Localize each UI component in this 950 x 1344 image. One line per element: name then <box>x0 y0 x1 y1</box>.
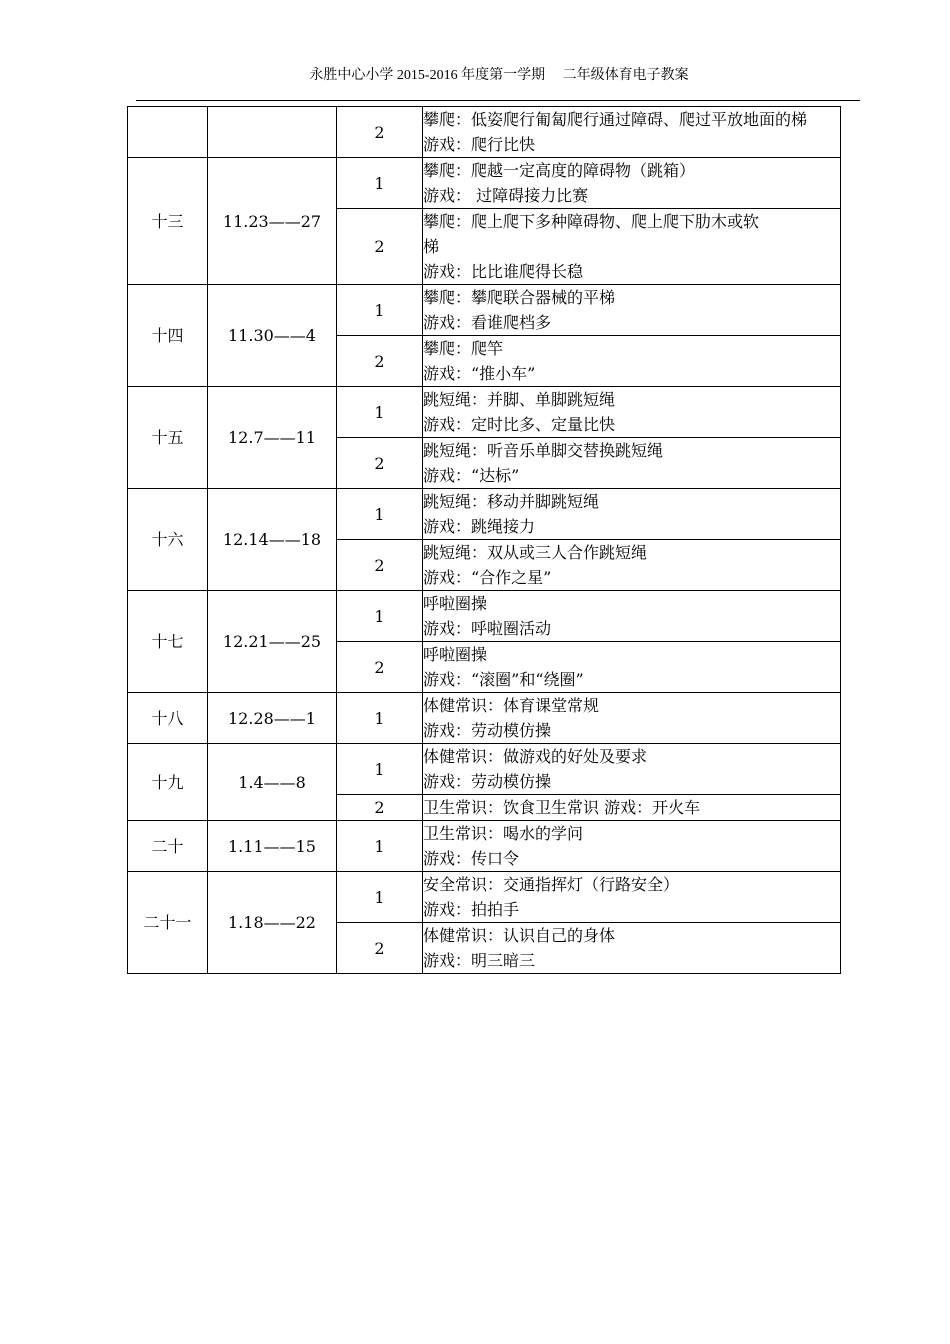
content-line: 游戏：劳动模仿操 <box>423 772 552 791</box>
table-row <box>128 693 841 744</box>
week-cell: 十九 <box>128 744 208 821</box>
table-row <box>128 107 841 158</box>
content-line: 游戏：劳动模仿操 <box>423 721 552 740</box>
lesson-content-cell <box>423 285 841 336</box>
lesson-content-cell <box>423 107 841 158</box>
lesson-content-cell <box>423 821 841 872</box>
lesson-number-cell: 1 <box>337 158 423 209</box>
lesson-number-cell: 2 <box>337 795 423 821</box>
lesson-number-cell: 1 <box>337 872 423 923</box>
lesson-content-cell <box>423 744 841 795</box>
date-range-cell: 1.18——22 <box>208 872 337 974</box>
date-range-cell: 11.23——27 <box>208 158 337 285</box>
week-cell: 十八 <box>128 693 208 744</box>
date-range-cell: 12.21——25 <box>208 591 337 693</box>
date-range-cell: 1.4——8 <box>208 744 337 821</box>
lesson-number-cell: 1 <box>337 591 423 642</box>
content-line: 体健常识：体育课堂常规 <box>423 696 600 715</box>
lesson-content-cell <box>423 540 841 591</box>
content-line: 游戏：“滚圈”和“绕圈” <box>423 670 584 689</box>
date-range-cell: 12.14——18 <box>208 489 337 591</box>
content-line: 游戏：“推小车” <box>423 364 536 383</box>
lesson-number-cell: 1 <box>337 489 423 540</box>
header-school: 永胜中心小学 2015-2016 年度第一学期 <box>309 68 546 83</box>
table-row <box>128 387 841 438</box>
content-line: 游戏：明三暗三 <box>423 951 536 970</box>
table-row <box>128 821 841 872</box>
lesson-content-cell <box>423 872 841 923</box>
lesson-number-cell: 2 <box>337 107 423 158</box>
week-cell: 二十 <box>128 821 208 872</box>
content-line: 游戏：比比谁爬得长稳 <box>423 262 584 281</box>
week-cell: 十三 <box>128 158 208 285</box>
lesson-number-cell: 2 <box>337 642 423 693</box>
content-line: 游戏：定时比多、定量比快 <box>423 415 616 434</box>
date-range-cell <box>208 107 337 158</box>
lesson-plan-body <box>128 107 841 974</box>
content-line: 游戏：“合作之星” <box>423 568 552 587</box>
content-line: 游戏：呼啦圈活动 <box>423 619 552 638</box>
lesson-number-cell: 2 <box>337 336 423 387</box>
content-line: 体健常识：做游戏的好处及要求 <box>423 747 648 766</box>
content-line: 攀爬：低姿爬行匍匐爬行通过障碍、爬过平放地面的梯 <box>423 110 808 129</box>
lesson-plan-table <box>127 106 841 974</box>
lesson-content-cell <box>423 209 841 285</box>
content-line: 跳短绳：移动并脚跳短绳 <box>423 492 600 511</box>
table-row <box>128 489 841 540</box>
lesson-content-cell <box>423 387 841 438</box>
date-range-cell: 12.7——11 <box>208 387 337 489</box>
content-line: 卫生常识：喝水的学问 <box>423 824 584 843</box>
content-line: 呼啦圈操 <box>423 645 488 664</box>
content-line: 游戏：拍拍手 <box>423 900 520 919</box>
content-line: 跳短绳：听音乐单脚交替换跳短绳 <box>423 441 664 460</box>
content-line: 游戏：爬行比快 <box>423 135 536 154</box>
lesson-number-cell: 2 <box>337 438 423 489</box>
lesson-number-cell: 2 <box>337 923 423 974</box>
lesson-content-cell <box>423 489 841 540</box>
table-row <box>128 158 841 209</box>
content-line: 攀爬：爬竿 <box>423 339 504 358</box>
lesson-content-cell <box>423 591 841 642</box>
lesson-content-cell <box>423 693 841 744</box>
lesson-number-cell: 1 <box>337 744 423 795</box>
lesson-number-cell: 1 <box>337 387 423 438</box>
week-cell: 十七 <box>128 591 208 693</box>
lesson-content-cell <box>423 336 841 387</box>
table-row <box>128 744 841 795</box>
content-line: 攀爬：爬越一定高度的障碍物（跳箱） <box>423 161 696 180</box>
table-row <box>128 285 841 336</box>
lesson-content-cell <box>423 438 841 489</box>
lesson-content-cell <box>423 642 841 693</box>
content-line: 安全常识：交通指挥灯（行路安全） <box>423 875 680 894</box>
week-cell: 十六 <box>128 489 208 591</box>
week-cell <box>128 107 208 158</box>
content-line: 游戏： 过障碍接力比赛 <box>423 186 589 205</box>
lesson-number-cell: 1 <box>337 693 423 744</box>
date-range-cell: 1.11——15 <box>208 821 337 872</box>
date-range-cell: 11.30——4 <box>208 285 337 387</box>
content-line: 攀爬：攀爬联合器械的平梯 <box>423 288 616 307</box>
content-line: 体健常识：认识自己的身体 <box>423 926 616 945</box>
page-header <box>0 64 950 84</box>
week-cell: 十四 <box>128 285 208 387</box>
content-line: 跳短绳：并脚、单脚跳短绳 <box>423 390 616 409</box>
lesson-content-cell <box>423 158 841 209</box>
lesson-number-cell: 1 <box>337 285 423 336</box>
lesson-content-cell <box>423 923 841 974</box>
content-line: 攀爬：爬上爬下多种障碍物、爬上爬下肋木或软 <box>423 212 760 231</box>
lesson-number-cell: 2 <box>337 209 423 285</box>
lesson-number-cell: 2 <box>337 540 423 591</box>
lesson-content-cell <box>423 795 841 821</box>
header-divider <box>136 100 860 101</box>
week-cell: 十五 <box>128 387 208 489</box>
content-line: 梯 <box>423 237 440 256</box>
date-range-cell: 12.28——1 <box>208 693 337 744</box>
week-cell: 二十一 <box>128 872 208 974</box>
content-line: 游戏：传口令 <box>423 849 520 868</box>
lesson-number-cell: 1 <box>337 821 423 872</box>
content-line: 卫生常识：饮食卫生常识 游戏：开火车 <box>423 798 701 817</box>
content-line: 游戏：“达标” <box>423 466 520 485</box>
header-course: 二年级体育电子教案 <box>562 68 689 83</box>
content-line: 游戏：看谁爬档多 <box>423 313 552 332</box>
content-line: 跳短绳：双从或三人合作跳短绳 <box>423 543 648 562</box>
content-line: 呼啦圈操 <box>423 594 488 613</box>
table-row <box>128 591 841 642</box>
table-row <box>128 872 841 923</box>
content-line: 游戏：跳绳接力 <box>423 517 536 536</box>
